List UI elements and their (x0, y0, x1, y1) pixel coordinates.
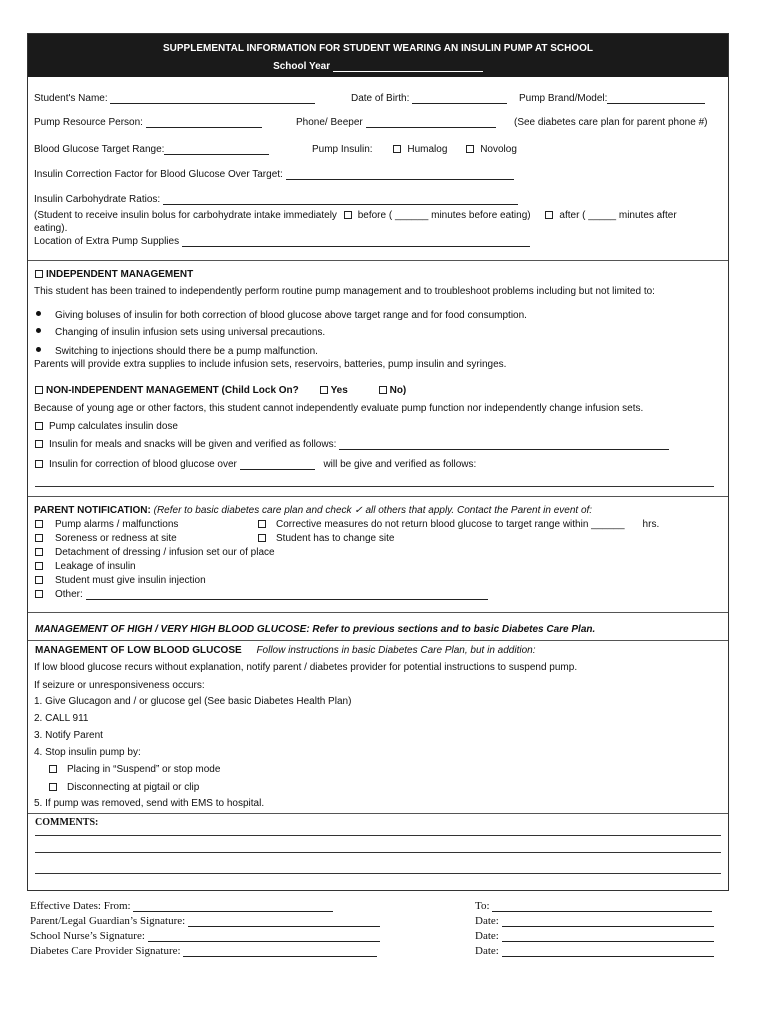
target-range-row: Blood Glucose Target Range: (34, 144, 269, 155)
comment-line[interactable] (35, 852, 721, 853)
other-field[interactable] (86, 590, 488, 600)
date-row: Date: (475, 915, 714, 927)
notify-other[interactable]: Other: (35, 589, 488, 600)
extra-supplies-row: Location of Extra Pump Supplies (34, 236, 530, 247)
non-independent-heading: NON-INDEPENDENT MANAGEMENT (Child Lock On? Yes No) (35, 385, 406, 396)
parent-signature-field[interactable] (188, 917, 380, 927)
notify-item[interactable]: Soreness or redness at site (35, 533, 177, 544)
after-checkbox[interactable] (545, 211, 553, 219)
form-title: SUPPLEMENTAL INFORMATION FOR STUDENT WEARING AN INSULIN PUMP AT SCHOOL (163, 43, 593, 54)
effective-dates-row: Effective Dates: From: (30, 900, 333, 912)
low-step: 1. Give Glucagon and / or glucose gel (See basic Diabetes Health Plan) (34, 696, 352, 707)
comments-heading: COMMENTS: (35, 817, 99, 828)
parent-notification-heading: PARENT NOTIFICATION: (Refer to basic diabetes care plan and check ✓ all others that apply. Contact the Parent in event of: (34, 505, 593, 516)
notify-checkbox[interactable] (35, 520, 43, 528)
nurse-signature-row: School Nurse’s Signature: (30, 930, 380, 942)
bolus-note-row: (Student to receive insulin bolus for carbohydrate intake immediately before ( ______ minutes before eating) after ( _____ minutes after (34, 210, 677, 221)
phone-field[interactable] (366, 118, 496, 128)
divider (28, 496, 728, 497)
phone-note: (See diabetes care plan for parent phone #) (514, 117, 708, 128)
dob-row: Date of Birth: (351, 93, 507, 104)
low-glucose-heading: MANAGEMENT OF LOW BLOOD GLUCOSE Follow instructions in basic Diabetes Care Plan, but in addition: (35, 645, 536, 656)
date-row: Date: (475, 945, 714, 957)
date-row: Date: (475, 930, 714, 942)
phone-row: Phone/ Beeper (296, 117, 496, 128)
comment-line[interactable] (35, 835, 721, 836)
notify-checkbox[interactable] (258, 520, 266, 528)
school-year: School Year (28, 61, 728, 72)
low-step: 3. Notify Parent (34, 730, 103, 741)
effective-from-field[interactable] (133, 902, 333, 912)
meals-row: Insulin for meals and snacks will be given and verified as follows: (35, 439, 669, 450)
non-independent-intro: Because of young age or other factors, this student cannot independently evaluate pump function nor independently change infusion sets. (34, 403, 644, 414)
date-field[interactable] (502, 947, 714, 957)
independent-heading: INDEPENDENT MANAGEMENT (35, 269, 193, 280)
low-text: If low blood glucose recurs without explanation, notify parent / diabetes provider for potential instructions to suspend pump. (34, 662, 578, 673)
notify-checkbox[interactable] (35, 576, 43, 584)
correction-over-field[interactable] (240, 460, 315, 470)
carb-ratio-field[interactable] (163, 195, 518, 205)
notify-item[interactable]: Pump alarms / malfunctions (35, 519, 178, 530)
resource-person-field[interactable] (146, 118, 262, 128)
disconnect-row: Disconnecting at pigtail or clip (49, 782, 199, 793)
correction-checkbox[interactable] (35, 460, 43, 468)
student-name-row: Student's Name: (34, 93, 315, 104)
notify-checkbox[interactable] (258, 534, 266, 542)
form-frame (27, 33, 729, 891)
supplies-note: Parents will provide extra supplies to include infusion sets, reservoirs, batteries, pump insulin and syringes. (34, 359, 507, 370)
resource-person-row: Pump Resource Person: (34, 117, 262, 128)
bullet-item: Changing of insulin infusion sets using universal precautions. (36, 327, 325, 338)
divider (28, 640, 728, 641)
child-lock-yes-checkbox[interactable] (320, 386, 328, 394)
provider-signature-field[interactable] (183, 947, 377, 957)
nurse-signature-field[interactable] (148, 932, 380, 942)
divider (28, 813, 728, 814)
suspend-checkbox[interactable] (49, 765, 57, 773)
notify-checkbox[interactable] (35, 548, 43, 556)
calc-dose-row: Pump calculates insulin dose (35, 421, 178, 432)
form-header (28, 34, 728, 77)
high-glucose-heading: MANAGEMENT OF HIGH / VERY HIGH BLOOD GLUCOSE: Refer to previous sections and to basic Diabetes Care Plan. (35, 624, 596, 635)
student-name-field[interactable] (110, 94, 315, 104)
answer-line[interactable] (35, 486, 714, 487)
divider (28, 260, 728, 261)
correction-factor-row: Insulin Correction Factor for Blood Glucose Over Target: (34, 169, 514, 180)
meals-field[interactable] (339, 440, 669, 450)
notify-item[interactable]: Leakage of insulin (35, 561, 136, 572)
dob-field[interactable] (412, 94, 507, 104)
non-independent-checkbox[interactable] (35, 386, 43, 394)
notify-item[interactable]: Student has to change site (258, 533, 394, 544)
independent-intro: This student has been trained to independently perform routine pump management and to troubleshoot problems including but not limited to: (34, 286, 655, 297)
low-step: 2. CALL 911 (34, 713, 89, 724)
parent-signature-row: Parent/Legal Guardian’s Signature: (30, 915, 380, 927)
disconnect-checkbox[interactable] (49, 783, 57, 791)
calc-dose-checkbox[interactable] (35, 422, 43, 430)
novolog-checkbox[interactable] (466, 145, 474, 153)
to-date-row: To: (475, 900, 712, 912)
target-range-field[interactable] (164, 145, 269, 155)
correction-factor-field[interactable] (286, 170, 514, 180)
bullet-item: Giving boluses of insulin for both correction of blood glucose above target range and for food consumption. (36, 310, 527, 321)
low-step: 5. If pump was removed, send with EMS to hospital. (34, 798, 265, 809)
low-text: If seizure or unresponsiveness occurs: (34, 680, 205, 691)
suspend-row: Placing in “Suspend” or stop mode (49, 764, 220, 775)
bullet-item: Switching to injections should there be a pump malfunction. (36, 346, 318, 357)
pump-brand-field[interactable] (607, 94, 705, 104)
independent-checkbox[interactable] (35, 270, 43, 278)
eating-text: eating). (34, 223, 68, 234)
humalog-checkbox[interactable] (393, 145, 401, 153)
notify-item[interactable]: Corrective measures do not return blood glucose to target range within ______ hrs. (258, 519, 659, 530)
date-field[interactable] (502, 917, 714, 927)
notify-checkbox[interactable] (35, 590, 43, 598)
divider (28, 612, 728, 613)
date-field[interactable] (502, 932, 714, 942)
before-checkbox[interactable] (344, 211, 352, 219)
notify-item[interactable]: Detachment of dressing / infusion set our of place (35, 547, 275, 558)
notify-checkbox[interactable] (35, 534, 43, 542)
meals-checkbox[interactable] (35, 440, 43, 448)
low-step: 4. Stop insulin pump by: (34, 747, 141, 758)
child-lock-no-checkbox[interactable] (379, 386, 387, 394)
pump-brand-row: Pump Brand/Model: (519, 93, 705, 104)
extra-supplies-field[interactable] (182, 237, 530, 247)
pump-insulin-row: Pump Insulin: Humalog Novolog (312, 144, 517, 155)
comment-line[interactable] (35, 873, 721, 874)
notify-item[interactable]: Student must give insulin injection (35, 575, 206, 586)
provider-signature-row: Diabetes Care Provider Signature: (30, 945, 377, 957)
to-date-field[interactable] (492, 902, 712, 912)
carb-ratio-row: Insulin Carbohydrate Ratios: (34, 194, 518, 205)
notify-checkbox[interactable] (35, 562, 43, 570)
correction-row: Insulin for correction of blood glucose over will be give and verified as follows: (35, 459, 476, 470)
